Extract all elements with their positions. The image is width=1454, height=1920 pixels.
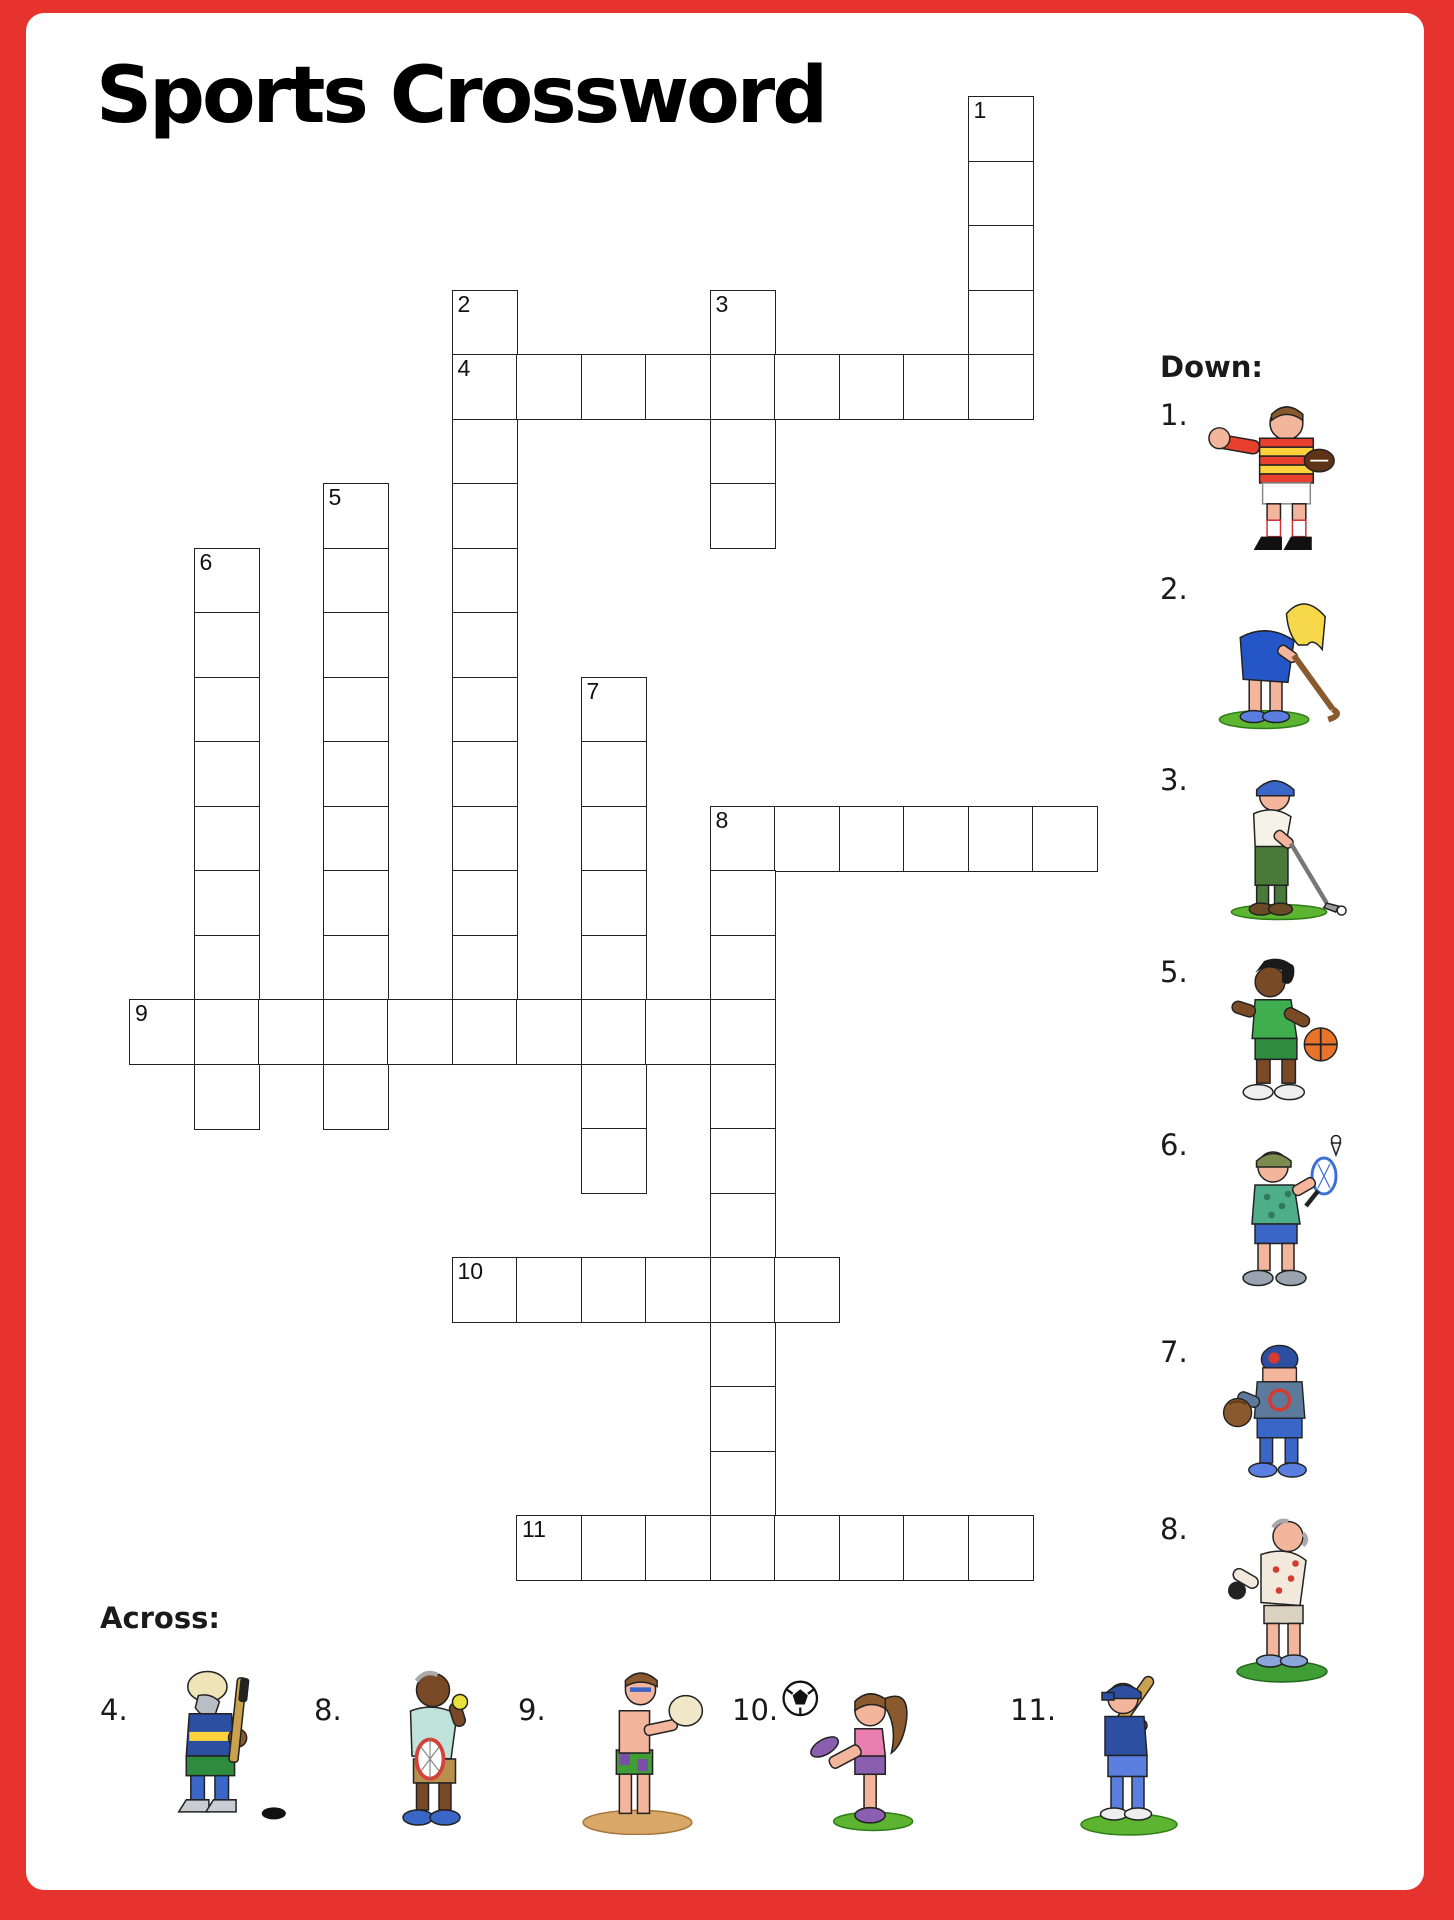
ice-hockey-player-icon bbox=[144, 1665, 304, 1835]
tennis-player-icon bbox=[358, 1665, 508, 1835]
down-clue-3-number: 3. bbox=[1160, 763, 1188, 797]
grid-cell-number: 7 bbox=[586, 677, 600, 704]
down-clue-1-number: 1. bbox=[1160, 398, 1188, 432]
across-clue-10-number: 10. bbox=[732, 1693, 779, 1727]
paper-panel bbox=[26, 13, 1424, 1890]
across-clues-panel bbox=[26, 13, 1424, 1890]
grid-cell-number: 10 bbox=[457, 1258, 484, 1284]
grid-cell-number: 5 bbox=[328, 484, 342, 510]
across-clue-8 bbox=[314, 1665, 508, 1835]
down-heading: Down: bbox=[1160, 350, 1264, 384]
grid-cell-number: 9 bbox=[135, 1000, 148, 1026]
down-clue-8-number: 8. bbox=[1160, 1512, 1188, 1546]
across-clue-4-number: 4. bbox=[100, 1693, 128, 1727]
grid-cell-number: 1 bbox=[973, 97, 987, 123]
page-title: Sports Crossword bbox=[96, 51, 826, 141]
down-clue-5-number: 5. bbox=[1160, 955, 1188, 989]
across-clue-8-number: 8. bbox=[314, 1693, 342, 1727]
across-clue-9 bbox=[518, 1665, 722, 1835]
across-clue-9-number: 9. bbox=[518, 1693, 546, 1727]
down-clue-2-number: 2. bbox=[1160, 572, 1188, 606]
across-heading: Across: bbox=[100, 1601, 220, 1635]
grid-cell-number: 6 bbox=[199, 548, 213, 575]
across-clue-4 bbox=[100, 1665, 304, 1835]
down-clue-7-number: 7. bbox=[1160, 1335, 1188, 1369]
across-clue-11-number: 11. bbox=[1010, 1693, 1057, 1727]
beach-volleyball-player-icon bbox=[562, 1665, 722, 1835]
across-clue-10 bbox=[732, 1665, 946, 1835]
across-clue-11 bbox=[1010, 1665, 1204, 1837]
grid-cell-number: 3 bbox=[715, 290, 729, 317]
grid-cell-number: 2 bbox=[457, 290, 471, 317]
grid-cell-number: 11 bbox=[522, 1516, 546, 1542]
soccer-girl-icon bbox=[776, 1665, 946, 1835]
grid-cell-number: 4 bbox=[457, 355, 471, 381]
down-clue-6-number: 6. bbox=[1160, 1128, 1188, 1162]
grid-cell-number: 8 bbox=[715, 806, 729, 833]
baseball-batter-icon bbox=[1054, 1665, 1204, 1837]
